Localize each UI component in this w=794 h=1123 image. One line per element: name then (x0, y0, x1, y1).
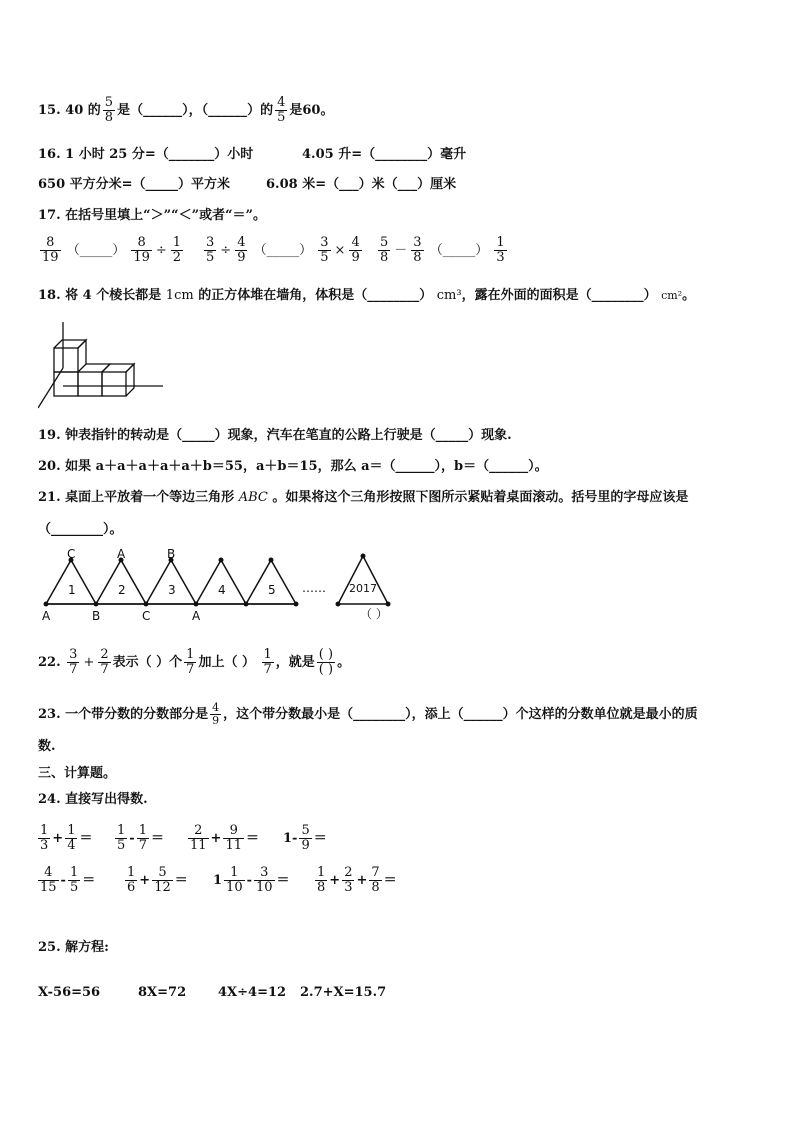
question-16 (38, 147, 253, 163)
question-number: 19. (38, 428, 61, 443)
q16-line2-left: 650 平方分米=（_____）平方米 (38, 177, 231, 192)
question-17 (38, 208, 266, 224)
unit-label: 1cm (165, 288, 194, 303)
vertex-label: A (117, 547, 126, 561)
equation: 4X÷4=12 (218, 985, 287, 1000)
calc-expression (113, 824, 164, 853)
triangle-name: ABC (238, 490, 268, 505)
question-20 (38, 459, 548, 475)
calc-expression (213, 866, 290, 895)
triangle-number: 2017 (349, 582, 377, 595)
equals-sign: ＝ (150, 831, 164, 846)
fraction: $\frac{4}{5}$ (277, 95, 286, 125)
fraction: $\frac{5}{9}$ (301, 823, 310, 853)
question-24 (38, 792, 148, 808)
q15-text-post: 是60。 (289, 103, 334, 118)
fraction: $\frac{2}{11}$ (190, 823, 207, 853)
question-15 (38, 96, 333, 125)
q23-line2: 数. (38, 739, 56, 754)
question-number: 25. (38, 940, 61, 955)
question-number: 24. (38, 792, 61, 807)
vertex-label: A (192, 609, 201, 623)
operator: + (52, 831, 64, 846)
calc-expression (36, 824, 92, 853)
question-22: 22. $\frac{3}{7}$ + $\frac{2}{7}$ 表示（ ）个 $\frac{1}{7}$ 加上（ ） $\frac{1}{7}$ ，就是 $\frac{( )}{( )}$ 。 (38, 647, 351, 677)
answer-blank: （ ） (360, 607, 388, 621)
question-19 (38, 428, 512, 444)
vertex-label: B (92, 609, 101, 623)
question-23: 23. 一个带分数的分数部分是 $\frac{4}{9}$ ，这个带分数最小是（________），添上（______）个这样的分数单位就是最小的质 (38, 701, 698, 727)
calc-expression (36, 866, 95, 895)
question-text: 直接写出得数. (65, 792, 148, 807)
unit-label: cm² (661, 289, 683, 302)
fraction: $\frac{1}{8}$ (317, 865, 326, 895)
operator: - (246, 873, 252, 888)
question-number: 20. (38, 459, 61, 474)
vertex-label: C (142, 609, 151, 623)
q21-answer-line: （________）。 (38, 522, 123, 537)
q16-line2-right: 6.08 米=（___）米（___）厘米 (266, 177, 457, 192)
q15-text-pre: 40 的 (65, 103, 101, 118)
equals-sign: ＝ (246, 831, 260, 846)
operator: + (356, 873, 368, 888)
fraction: $\frac{1}{7}$ (138, 823, 147, 853)
question-number: 22. (38, 655, 61, 670)
operator: - (129, 831, 135, 846)
unit-label: cm³ (436, 288, 462, 303)
fraction: $\frac{1}{5}$ (117, 823, 126, 853)
fraction: $\frac{2}{3}$ (344, 865, 353, 895)
cube-stack-figure (38, 320, 168, 412)
operator: 1 (213, 873, 223, 888)
operator: + (139, 873, 151, 888)
fraction: $\frac{9}{11}$ (225, 823, 242, 853)
question-number: 21. (38, 490, 61, 505)
triangle-number: 2 (118, 583, 126, 597)
answer-blank: （_____） (429, 243, 489, 258)
fraction: $\frac{7}{8}$ (371, 865, 380, 895)
vertex-label: B (167, 547, 176, 561)
q17-comparison-3: $\frac{5}{8}$ － $\frac{3}{8}$ （_____） $\frac{1}{3}$ (380, 235, 505, 265)
calc-expression (186, 824, 259, 853)
triangle-number: 4 (218, 583, 226, 597)
rolling-triangle-figure (38, 546, 428, 626)
section-heading: 三、计算题。 (38, 766, 117, 781)
question-21: 21. 桌面上平放着一个等边三角形 ABC 。如果将这个三角形按照下图所示紧贴着桌面滚动。括号里的字母应该是 (38, 490, 689, 505)
fraction: $\frac{3}{10}$ (256, 865, 273, 895)
fraction: $\frac{5}{8}$ (104, 95, 114, 125)
equals-sign: ＝ (276, 873, 290, 888)
q17-comparison-1: $\frac{8}{19}$ （_____） $\frac{8}{19}$ ÷ $\frac{1}{2}$ (42, 235, 182, 265)
equation: X-56=56 (38, 985, 101, 1000)
question-number: 18. (38, 288, 61, 303)
q17-comparison-2: $\frac{3}{5}$ ÷ $\frac{4}{9}$ （_____） $\frac{3}{5}$ × $\frac{4}{9}$ (206, 235, 360, 265)
triangle-number: 3 (168, 583, 176, 597)
question-number: 17. (38, 208, 61, 223)
equals-sign: ＝ (174, 873, 188, 888)
operator: - (60, 873, 66, 888)
equals-sign: ＝ (82, 873, 96, 888)
calc-expression (313, 866, 397, 895)
question-number: 16. (38, 147, 61, 162)
q16-left: 1 小时 25 分=（_______）小时 (65, 147, 254, 162)
question-text: 在括号里填上“＞”“＜”或者“＝”。 (65, 208, 267, 223)
vertex-label: C (67, 547, 76, 561)
question-18: 18. 将 4 个棱长都是 1cm 的正方体堆在墙角，体积是（________） cm³，露在外面的面积是（________） cm²。 (38, 288, 696, 303)
question-number: 23. (38, 707, 61, 722)
triangle-number: 1 (68, 583, 76, 597)
equals-sign: ＝ (383, 873, 397, 888)
fraction: $\frac{4}{15}$ (40, 865, 57, 895)
operator: 1- (283, 831, 298, 846)
fraction: $\frac{5}{12}$ (154, 865, 171, 895)
question-text: 钟表指针的转动是（_____）现象，汽车在笔直的公路上行驶是（_____）现象. (65, 428, 512, 443)
calc-expression (283, 824, 327, 853)
answer-blank: （_____） (253, 243, 313, 258)
fraction: $\frac{1}{6}$ (127, 865, 136, 895)
fraction: $\frac{1}{10}$ (226, 865, 243, 895)
answer-blank: （_____） (66, 243, 126, 258)
question-text: 解方程: (65, 940, 109, 955)
question-number: 15. (38, 103, 61, 118)
equation: 8X=72 (138, 985, 187, 1000)
calc-expression (123, 866, 188, 895)
equation: 2.7+X=15.7 (300, 985, 387, 1000)
triangle-number: 5 (268, 583, 276, 597)
fraction: $\frac{1}{3}$ (40, 823, 49, 853)
ellipsis: …… (302, 581, 326, 595)
question-text: 如果 a＋a＋a＋a＋a＋b＝55，a＋b＝15，那么 a＝（______），b＝（______）。 (65, 459, 548, 474)
equals-sign: ＝ (79, 831, 93, 846)
question-25 (38, 940, 109, 956)
q15-text-mid: 是（______），（______）的 (117, 103, 274, 118)
equals-sign: ＝ (313, 831, 327, 846)
fraction: $\frac{1}{5}$ (69, 865, 79, 895)
operator: + (210, 831, 222, 846)
operator: + (329, 873, 341, 888)
q16-right: 4.05 升=（________）毫升 (302, 147, 467, 162)
vertex-label: A (42, 609, 51, 623)
fraction: $\frac{1}{4}$ (67, 823, 76, 853)
